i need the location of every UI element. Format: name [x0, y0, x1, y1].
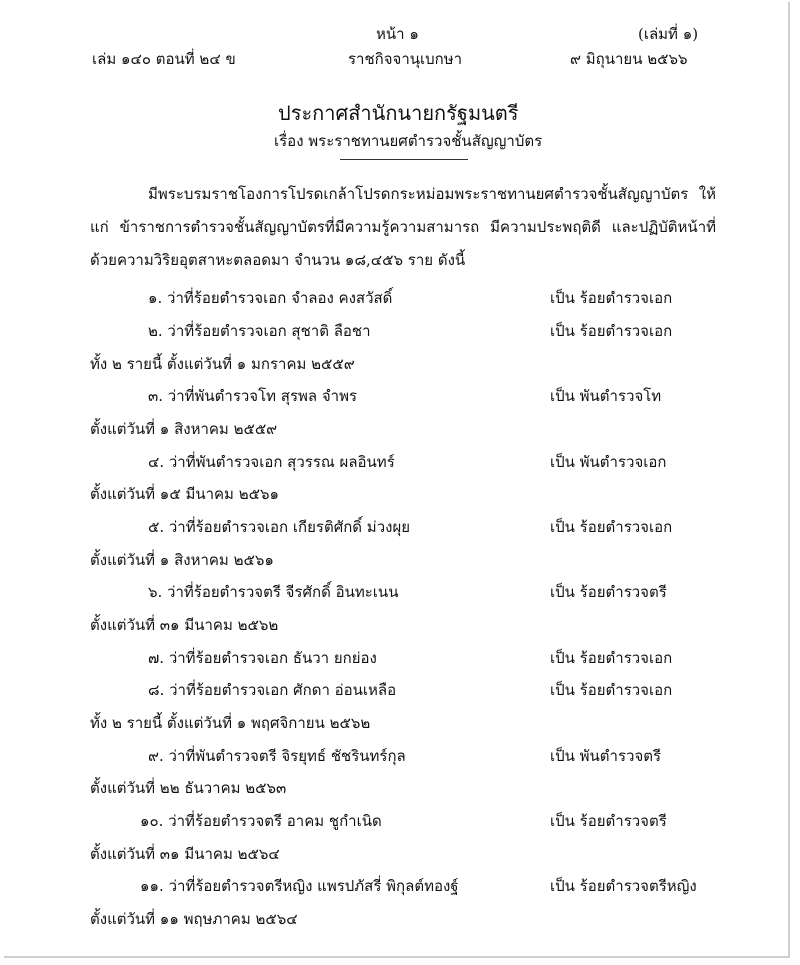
effective-date: ตั้งแต่วันที่ ๑๑ พฤษภาคม ๒๕๖๔ [90, 910, 298, 928]
entry-text: ๘. ว่าที่ร้อยตำรวจเอก ศักดา อ่อนเหลือ [148, 681, 397, 699]
intro-paragraph: มีพระบรมราชโองการโปรดเกล้าโปรดกระหม่อมพระราชทานยศตำรวจชั้นสัญญาบัตร ให้แก่ ข้าราชการตำรวจชั้นสัญญาบัตรที่มีความรู้ความสามารถ มีความประพฤติดี และปฏิบัติหน้าที่ ด้วยความวิริยอุตสาหะตลอดมา จำนวน ๑๘,๔๕๖ ราย ดังนี้ [90, 185, 716, 269]
entry-text: ๓. ว่าที่พันตำรวจโท สุรพล จำพร [148, 387, 358, 405]
subject-line: เรื่อง พระราชทานยศตำรวจชั้นสัญญาบัตร [274, 132, 543, 150]
entry-text: ๕. ว่าที่ร้อยตำรวจเอก เกียรติศักดิ์ ม่วงผุย [148, 518, 411, 536]
entry-rank: เป็น ร้อยตำรวจเอก [550, 289, 673, 307]
entry-text: ๒. ว่าที่ร้อยตำรวจเอก สุชาติ ลือชา [148, 322, 371, 340]
entry-text: ๑๑. ว่าที่ร้อยตำรวจตรีหญิง แพรปภัสรี่ พิกุลต์ทองฐ์ [140, 877, 459, 895]
entry-text: ๙. ว่าที่พันตำรวจตรี จิรยุทธ์ ชัชรินทร์กุล [148, 747, 406, 765]
effective-date: ตั้งแต่วันที่ ๑๕ มีนาคม ๒๕๖๑ [90, 485, 279, 503]
entry-rank: เป็น ร้อยตำรวจตรีหญิง [550, 877, 697, 895]
entry-rank: เป็น ร้อยตำรวจตรี [550, 812, 667, 830]
entry-text: ๔. ว่าที่พันตำรวจเอก สุวรรณ ผลอินทร์ [148, 453, 395, 471]
effective-date: ทั้ง ๒ รายนี้ ตั้งแต่วันที่ ๑ มกราคม ๒๕๕๙ [90, 355, 355, 373]
gazette-page [4, 2, 790, 958]
effective-date: ตั้งแต่วันที่ ๑ สิงหาคม ๒๕๕๙ [90, 420, 278, 438]
page-number: หน้า ๑ [376, 25, 419, 43]
issue-info: เล่ม ๑๔๐ ตอนที่ ๒๔ ข [92, 50, 236, 68]
title-divider [340, 159, 468, 160]
effective-date: ตั้งแต่วันที่ ๓๑ มีนาคม ๒๕๖๒ [90, 616, 279, 634]
entry-rank: เป็น ร้อยตำรวจเอก [550, 681, 673, 699]
effective-date: ตั้งแต่วันที่ ๒๒ ธันวาคม ๒๕๖๓ [90, 779, 287, 797]
entry-text: ๑๐. ว่าที่ร้อยตำรวจตรี อาคม ชูกำเนิด [140, 812, 382, 830]
publication-date: ๙ มิถุนายน ๒๕๖๖ [570, 50, 688, 68]
entry-text: ๑. ว่าที่ร้อยตำรวจเอก จำลอง คงสวัสดิ์ [148, 289, 393, 307]
entry-text: ๗. ว่าที่ร้อยตำรวจเอก ธันวา ยกย่อง [148, 649, 377, 667]
entry-rank: เป็น พันตำรวจโท [550, 387, 662, 405]
page-title: ประกาศสำนักนายกรัฐมนตรี [278, 101, 519, 125]
effective-date: ตั้งแต่วันที่ ๑ สิงหาคม ๒๕๖๑ [90, 551, 274, 569]
volume-number: (เล่มที่ ๑) [638, 25, 699, 43]
effective-date: ตั้งแต่วันที่ ๓๑ มีนาคม ๒๕๖๔ [90, 845, 280, 863]
entry-rank: เป็น ร้อยตำรวจตรี [550, 583, 667, 601]
entry-rank: เป็น พันตำรวจเอก [550, 453, 667, 471]
effective-date: ทั้ง ๒ รายนี้ ตั้งแต่วันที่ ๑ พฤศจิกายน ๒๕๖๒ [90, 714, 371, 732]
entry-rank: เป็น ร้อยตำรวจเอก [550, 518, 673, 536]
entry-rank: เป็น พันตำรวจตรี [550, 747, 662, 765]
gazette-name: ราชกิจจานุเบกษา [348, 50, 463, 68]
entry-rank: เป็น ร้อยตำรวจเอก [550, 649, 673, 667]
entry-text: ๖. ว่าที่ร้อยตำรวจตรี จีรศักดิ์ อินทะเนน [148, 583, 399, 601]
entry-rank: เป็น ร้อยตำรวจเอก [550, 322, 673, 340]
